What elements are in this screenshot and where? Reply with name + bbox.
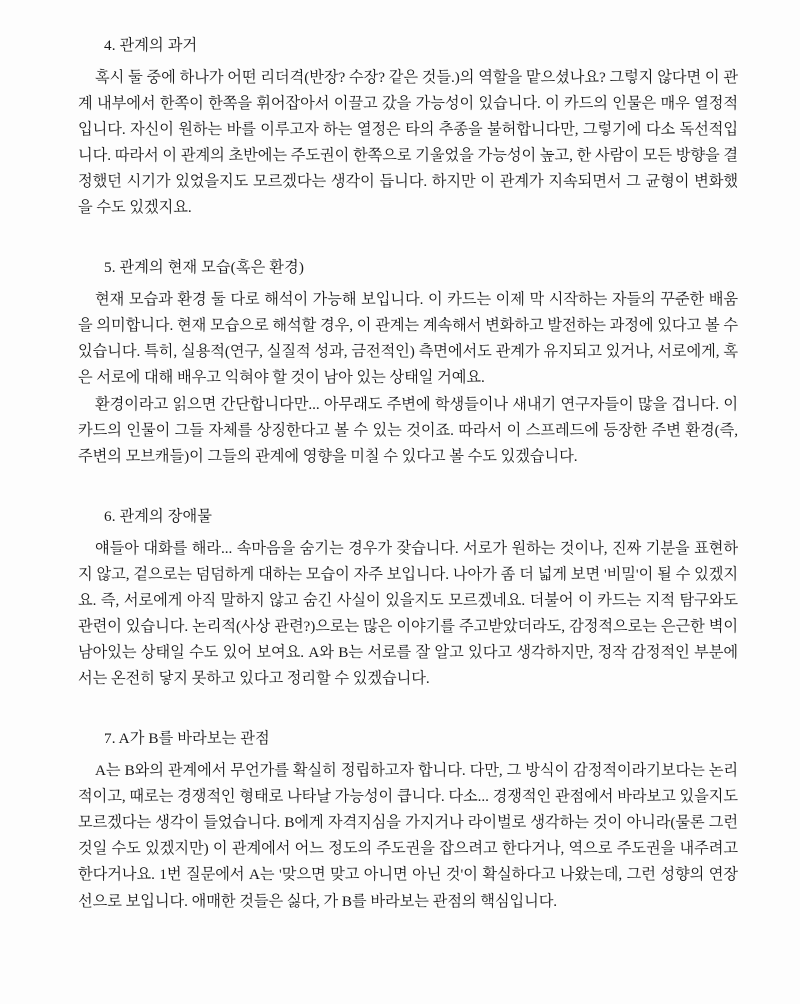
section-heading: 4. 관계의 과거 bbox=[104, 37, 198, 54]
section-relationship-obstacle bbox=[78, 505, 738, 692]
section-spacer bbox=[78, 488, 738, 505]
section-heading: 5. 관계의 현재 모습(혹은 환경) bbox=[104, 259, 304, 277]
paragraph: 얘들아 대화를 해라... 속마음을 숨기는 경우가 잦습니다. 서로가 원하는 것이나, 진짜 기분을 표현하지 않고, 겉으로는 덤덤하게 대하는 모습이 자주 보입니다. 나아가 좀 더 넓게 보면 '비밀'이 될 수 있겠지요. 즉, 서로에게 아직 말하지 않고 숨긴 사실이 있을지도 모르겠네요. 더불어 이 카드는 지적 탐구와도 관련이 있습니다. 논리적(사상 관련?)으로는 많은 이야기를 주고받았더라도, 감정적으로는 은근한 벽이 남아있는 상태일 수도 있어 보여요. A와 B는 서로를 잘 알고 있다고 생각하지만, 정작 감정적인 부분에서는 온전히 닿지 못하고 있다고 정리할 수 있겠습니다. bbox=[78, 539, 738, 688]
section-spacer bbox=[78, 239, 738, 256]
section-heading: 6. 관계의 장애물 bbox=[104, 507, 213, 525]
section-relationship-past bbox=[78, 34, 738, 221]
paragraph: 환경이라고 읽으면 간단합니다만... 아무래도 주변에 학생들이나 새내기 연구자들이 많을 겁니다. 이 카드의 인물이 그들 자체를 상징한다고 볼 수 있는 것이죠. 따라서 이 스프레드에 등장한 주변 환경(즉, 주변의 모브캐들)이 그들의 관계에 영향을 미칠 수 있다고 볼 수도 있겠습니다. bbox=[78, 395, 738, 465]
paragraph: A는 B와의 관계에서 무언가를 확실히 정립하고자 합니다. 다만, 그 방식이 감정적이라기보다는 논리적이고, 때로는 경쟁적인 형태로 나타날 가능성이 큽니다. 다소... 경쟁적인 관점에서 바라보고 있을지도 모르겠다는 생각이 들었습니다. B에게 자격지심을 가지거나 라이벌로 생각하는 것이 아니라(물론 그런 것일 수도 있겠지만) 이 관계에서 어느 정도의 주도권을 잡으려고 한다거나, 역으로 주도권을 내주려고 한다거나요. 1번 질문에서 A는 '맞으면 맞고 아니면 아닌 것'이 확실하다고 나왔는데, 그런 성향의 연장선으로 보입니다. 애매한 것들은 싫다, 가 B를 바라보는 관점의 핵심입니다. bbox=[78, 761, 738, 910]
section-a-view-of-b bbox=[78, 727, 738, 914]
section-relationship-present bbox=[78, 256, 738, 470]
paragraph: 현재 모습과 환경 둘 다로 해석이 가능해 보입니다. 이 카드는 이제 막 시작하는 자들의 꾸준한 배움을 의미합니다. 현재 모습으로 해석할 경우, 이 관계는 계속해서 변화하고 발전하는 과정에 있다고 볼 수 있습니다. 특히, 실용적(연구, 실질적 성과, 금전적인) 측면에서도 관계가 유지되고 있거나, 서로에게, 혹은 서로에 대해 배우고 익혀야 할 것이 남아 있는 상태일 거예요. bbox=[78, 290, 738, 387]
paragraph: 혹시 둘 중에 하나가 어떤 리더격(반장? 수장? 같은 것들.)의 역할을 맡으셨나요? 그렇지 않다면 이 관계 내부에서 한쪽이 한쪽을 휘어잡아서 이끌고 갔을 가능성이 있습니다. 이 카드의 인물은 매우 열정적입니다. 자신이 원하는 바를 이루고자 하는 열정은 타의 추종을 불허합니다만, 그렇기에 다소 독선적입니다. 따라서 이 관계의 초반에는 주도권이 한쪽으로 기울었을 가능성이 높고, 한 사람이 모든 방향을 결정했던 시기가 있었을지도 모르겠다는 생각이 듭니다. 하지만 이 관계가 지속되면서 그 균형이 변화했을 수도 있겠지요. bbox=[78, 68, 738, 217]
section-heading: 7. A가 B를 바라보는 관점 bbox=[104, 730, 270, 748]
section-spacer bbox=[78, 710, 738, 727]
